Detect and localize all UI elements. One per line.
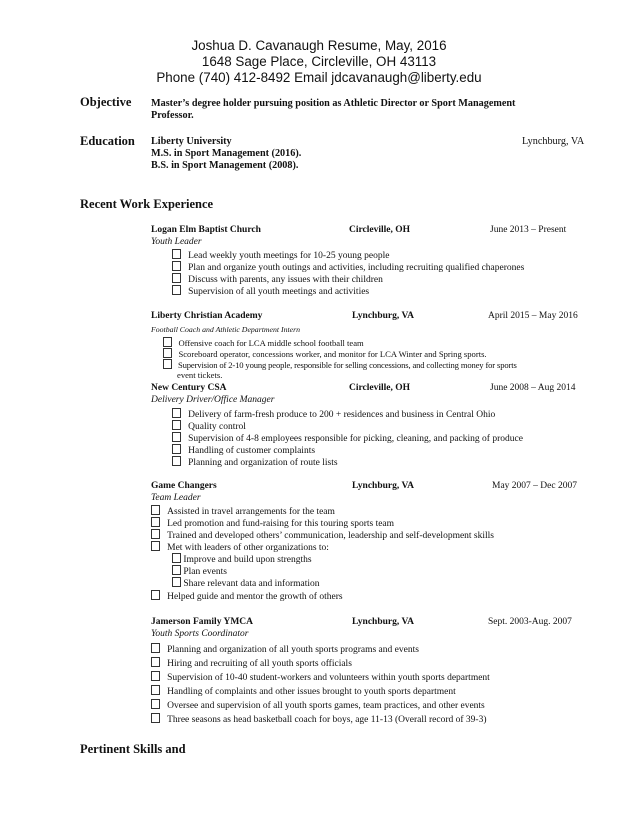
job-bullet: Discuss with parents, any issues with their children xyxy=(172,273,383,285)
bullet-box-icon xyxy=(172,432,181,442)
job-bullet: Supervision of 4-8 employees responsible for picking, cleaning, and packing of produce xyxy=(172,432,523,444)
job-bullet: Met with leaders of other organizations to: xyxy=(151,541,329,553)
job-bullet: Trained and developed others’ communication, leadership and self-development skills xyxy=(151,529,494,541)
bullet-box-icon xyxy=(172,420,181,430)
bullet-box-icon xyxy=(151,699,160,709)
job-org: Jamerson Family YMCA xyxy=(151,617,254,627)
job-location: Lynchburg, VA xyxy=(352,617,414,627)
bullet-box-icon xyxy=(151,657,160,667)
bullet-box-icon xyxy=(172,249,181,259)
bullet-box-icon xyxy=(172,261,181,271)
contact-line: Phone (740) 412-8492 Email jdcavanaugh@liberty.edu xyxy=(156,70,482,85)
bullet-box-icon xyxy=(163,337,172,347)
job-bullet: Planning and organization of route lists xyxy=(172,456,338,468)
job-title: Youth Sports Coordinator xyxy=(151,629,249,639)
bullet-box-icon xyxy=(151,529,160,539)
bullet-box-icon xyxy=(151,517,160,527)
bullet-box-icon xyxy=(151,671,160,681)
education-school: Liberty University xyxy=(151,136,232,147)
objective-label: Objective xyxy=(80,95,132,109)
job-title: Youth Leader xyxy=(151,237,202,247)
bullet-box-icon xyxy=(172,285,181,295)
job-subbullet: Plan events xyxy=(172,565,227,577)
job-bullet: Quality control xyxy=(172,420,246,432)
job-title: Football Coach and Athletic Department Intern xyxy=(151,325,301,334)
bullet-box-icon xyxy=(151,713,160,723)
job-bullet: Offensive coach for LCA middle school football team xyxy=(163,337,364,348)
job-location: Circleville, OH xyxy=(349,383,411,393)
job-bullet: Helped guide and mentor the growth of others xyxy=(151,590,343,602)
job-bullet: Hiring and recruiting of all youth sports officials xyxy=(151,657,352,669)
job-bullet: Planning and organization of all youth sports programs and events xyxy=(151,643,419,655)
bullet-box-icon xyxy=(172,408,181,418)
job-bullet: Supervision of 2-10 young people, responsible for selling concessions, and collecting money for sports xyxy=(163,359,517,370)
bullet-box-icon xyxy=(172,273,181,283)
bullet-box-icon xyxy=(151,590,160,600)
resume-name-line: Joshua D. Cavanaugh Resume, May, 2016 xyxy=(191,38,447,53)
objective-text-line1: Master’s degree holder pursuing position as Athletic Director or Sport Management xyxy=(151,98,516,109)
objective-text-line2: Professor. xyxy=(151,110,194,121)
job-bullet: Oversee and supervision of all youth sports games, team practices, and other events xyxy=(151,699,485,711)
job-org: Logan Elm Baptist Church xyxy=(151,225,261,235)
job-bullet: Delivery of farm-fresh produce to 200 + residences and business in Central Ohio xyxy=(172,408,495,420)
bullet-box-icon xyxy=(172,553,181,563)
job-bullet: Three seasons as head basketball coach for boys, age 11-13 (Overall record of 39-3) xyxy=(151,713,486,725)
bullet-box-icon xyxy=(172,444,181,454)
job-dates: May 2007 – Dec 2007 xyxy=(492,481,577,491)
bullet-box-icon xyxy=(151,505,160,515)
job-org: New Century CSA xyxy=(151,383,227,393)
bullet-box-icon xyxy=(163,359,172,369)
education-location: Lynchburg, VA xyxy=(522,136,585,147)
job-bullet: Lead weekly youth meetings for 10-25 young people xyxy=(172,249,389,261)
job-title: Delivery Driver/Office Manager xyxy=(151,395,275,405)
education-label: Education xyxy=(80,134,135,148)
job-bullet: Supervision of 10-40 student-workers and volunteers within youth sports department xyxy=(151,671,490,683)
job-bullet: Plan and organize youth outings and activities, including recruiting qualified chaperones xyxy=(172,261,524,273)
job-dates: Sept. 2003-Aug. 2007 xyxy=(488,617,572,627)
bullet-box-icon xyxy=(151,685,160,695)
bullet-box-icon xyxy=(151,643,160,653)
job-dates: April 2015 – May 2016 xyxy=(488,311,578,321)
job-location: Lynchburg, VA xyxy=(352,311,414,321)
education-degree-bs: B.S. in Sport Management (2008). xyxy=(151,160,299,171)
job-org: Liberty Christian Academy xyxy=(151,311,263,321)
job-bullet: Led promotion and fund-raising for this touring sports team xyxy=(151,517,394,529)
job-dates: June 2013 – Present xyxy=(490,225,567,235)
bullet-box-icon xyxy=(163,348,172,358)
work-experience-heading: Recent Work Experience xyxy=(80,197,214,211)
bullet-box-icon xyxy=(172,565,181,575)
job-org: Game Changers xyxy=(151,481,217,491)
job-subbullet: Share relevant data and information xyxy=(172,577,320,589)
address-line: 1648 Sage Place, Circleville, OH 43113 xyxy=(201,54,437,69)
skills-heading: Pertinent Skills and xyxy=(80,742,186,756)
job-dates: June 2008 – Aug 2014 xyxy=(490,383,576,393)
job-bullet: Handling of customer complaints xyxy=(172,444,315,456)
education-degree-ms: M.S. in Sport Management (2016). xyxy=(151,148,302,159)
job-bullet: Assisted in travel arrangements for the team xyxy=(151,505,335,517)
job-bullet: Supervision of all youth meetings and activities xyxy=(172,285,369,297)
job-location: Circleville, OH xyxy=(349,225,411,235)
job-bullet: Handling of complaints and other issues brought to youth sports department xyxy=(151,685,456,697)
bullet-box-icon xyxy=(172,456,181,466)
job-bullet-continuation: event tickets. xyxy=(177,370,223,380)
job-bullet: Scoreboard operator, concessions worker, and monitor for LCA Winter and Spring sports. xyxy=(163,348,487,359)
job-location: Lynchburg, VA xyxy=(352,481,414,491)
job-title: Team Leader xyxy=(151,493,201,503)
bullet-box-icon xyxy=(151,541,160,551)
bullet-box-icon xyxy=(172,577,181,587)
job-subbullet: Improve and build upon strengths xyxy=(172,553,312,565)
